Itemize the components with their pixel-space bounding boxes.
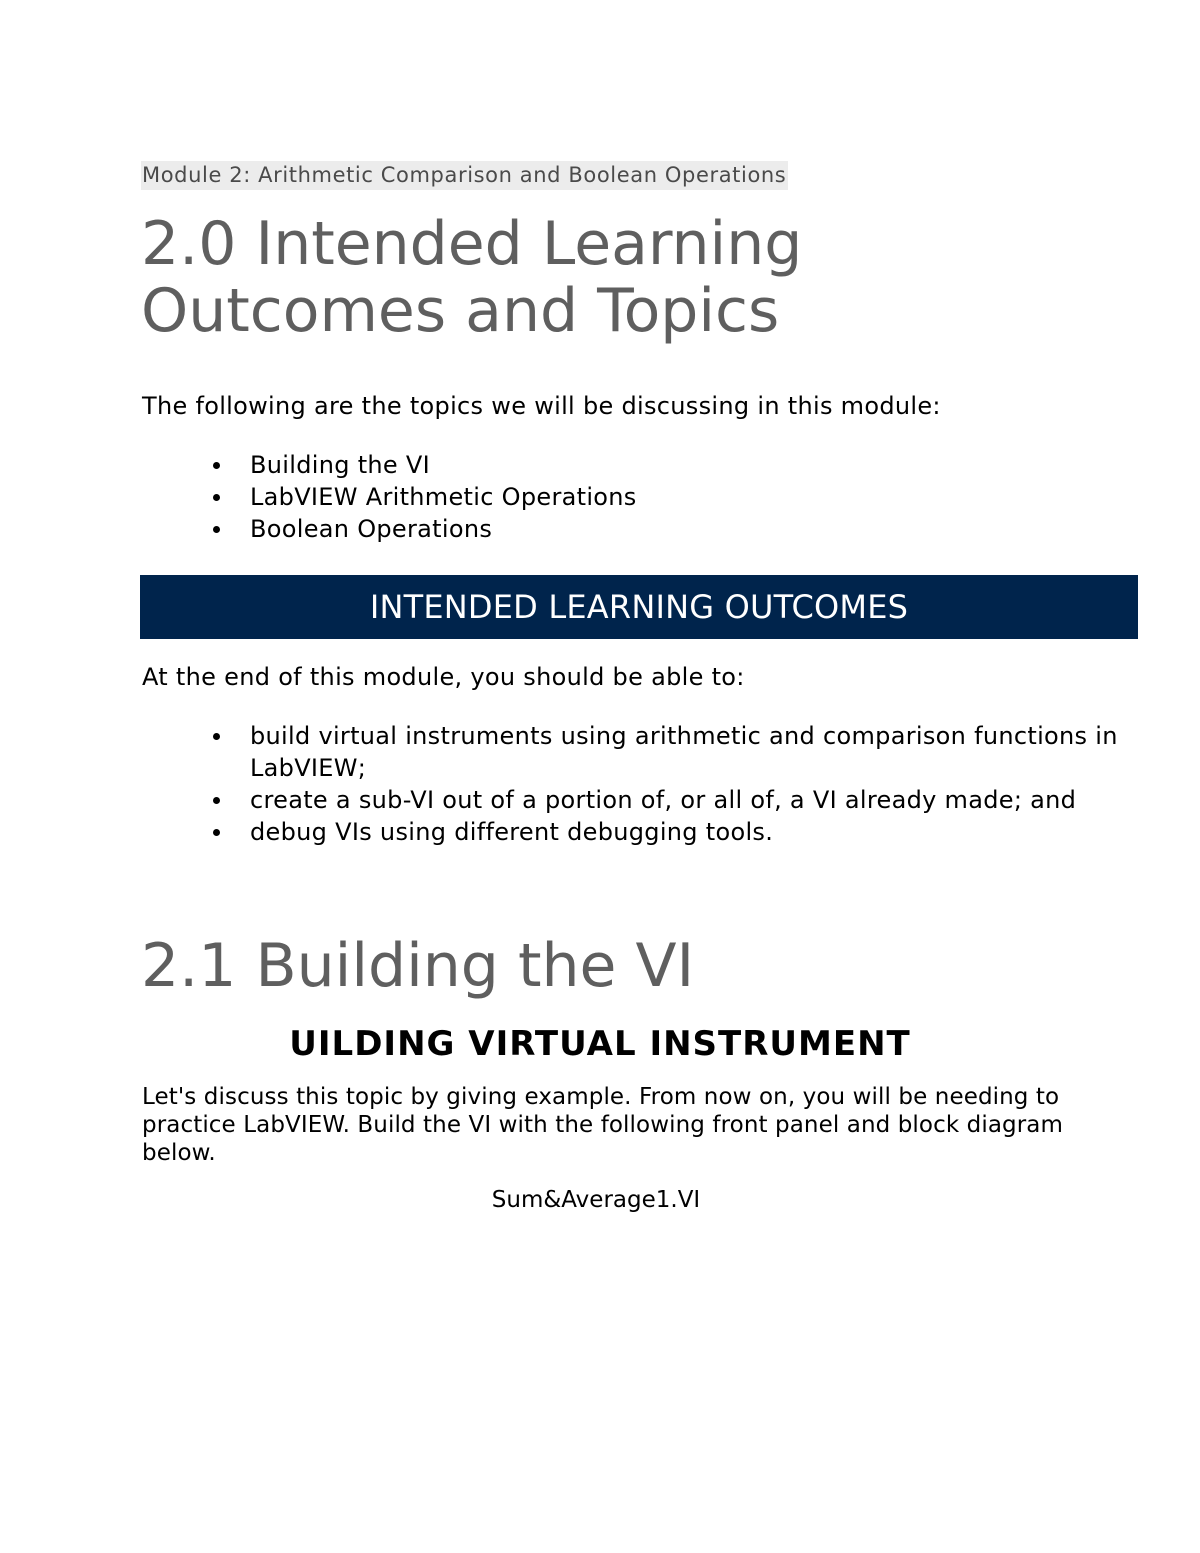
topics-intro: The following are the topics we will be discussing in this module: xyxy=(142,392,941,420)
bullet-icon xyxy=(213,494,220,501)
bullet-icon xyxy=(213,733,220,740)
list-item: create a sub-VI out of a portion of, or all of, a VI already made; and xyxy=(250,784,1120,816)
module-label: Module 2: Arithmetic Comparison and Boolean Operations xyxy=(141,161,788,190)
section-2-1-title: 2.1 Building the VI xyxy=(141,931,695,1001)
body-paragraph: Let's discuss this topic by giving example. From now on, you will be needing to practice LabVIEW. Build the VI with the following front panel and block diagram below. xyxy=(142,1084,1064,1166)
bullet-icon xyxy=(213,829,220,836)
outcomes-banner: INTENDED LEARNING OUTCOMES xyxy=(140,575,1138,639)
list-item: LabVIEW Arithmetic Operations xyxy=(250,481,637,513)
bullet-icon xyxy=(213,526,220,533)
outcomes-intro: At the end of this module, you should be able to: xyxy=(142,663,745,691)
outcomes-list xyxy=(250,720,1120,848)
list-item: Building the VI xyxy=(250,449,637,481)
vi-caption: Sum&Average1.VI xyxy=(491,1187,701,1213)
section-2-0-title-line2: Outcomes and Topics xyxy=(141,276,780,346)
list-item: debug VIs using different debugging tools. xyxy=(250,816,1120,848)
subheading: UILDING VIRTUAL INSTRUMENT xyxy=(289,1024,911,1064)
list-item: Boolean Operations xyxy=(250,513,637,545)
bullet-icon xyxy=(213,462,220,469)
section-2-0-title-line1: 2.0 Intended Learning xyxy=(141,209,803,279)
topics-list xyxy=(250,449,637,545)
bullet-icon xyxy=(213,797,220,804)
list-item: build virtual instruments using arithmetic and comparison functions in LabVIEW; xyxy=(250,720,1120,784)
